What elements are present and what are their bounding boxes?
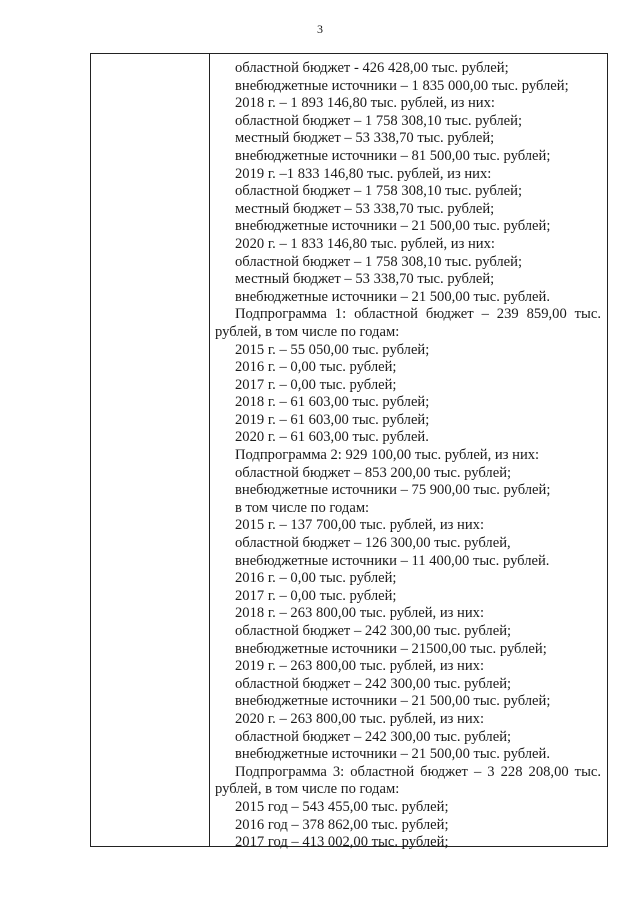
subprogram-3-year: 2015 год – 543 455,00 тыс. рублей; (235, 798, 449, 815)
text-line: местный бюджет – 53 338,70 тыс. рублей; (235, 200, 495, 217)
financing-text-cell (215, 60, 601, 852)
text-line: внебюджетные источники – 21 500,00 тыс. рублей; (235, 218, 551, 235)
subprogram-1-year: 2020 г. – 61 603,00 тыс. рублей. (235, 429, 429, 446)
subprogram-1-year: 2019 г. – 61 603,00 тыс. рублей; (235, 411, 430, 428)
subprogram-2-line: областной бюджет – 853 200,00 тыс. рублей; (235, 464, 512, 481)
subprogram-2-line: 2015 г. – 137 700,00 тыс. рублей, из них: (235, 517, 485, 534)
subprogram-3-heading: Подпрограмма 3: областной бюджет – 3 228 208,00 тыс. (235, 763, 601, 780)
subprogram-2-line: внебюджетные источники – 21 500,00 тыс. рублей. (235, 746, 550, 763)
budget-table (90, 53, 608, 851)
subprogram-1-heading-tail: рублей, в том числе по годам: (215, 323, 400, 340)
text-line: областной бюджет – 1 758 308,10 тыс. рублей; (235, 253, 523, 270)
subprogram-2-line: в том числе по годам: (235, 499, 370, 516)
subprogram-2-line: внебюджетные источники – 21500,00 тыс. рублей; (235, 640, 547, 657)
subprogram-1-year: 2015 г. – 55 050,00 тыс. рублей; (235, 341, 430, 358)
text-line: 2018 г. – 1 893 146,80 тыс. рублей, из них: (235, 95, 495, 112)
subprogram-1-year: 2017 г. – 0,00 тыс. рублей; (235, 376, 397, 393)
column-divider (209, 54, 210, 846)
subprogram-2-line: внебюджетные источники – 75 900,00 тыс. рублей; (235, 482, 551, 499)
subprogram-2-line: внебюджетные источники – 21 500,00 тыс. рублей; (235, 693, 551, 710)
subprogram-2-line: 2017 г. – 0,00 тыс. рублей; (235, 587, 397, 604)
subprogram-3-year: 2017 год – 413 002,00 тыс. рублей; (235, 834, 449, 851)
subprogram-2-line: областной бюджет – 242 300,00 тыс. рублей; (235, 623, 512, 639)
subprogram-2-line: 2016 г. – 0,00 тыс. рублей; (235, 570, 397, 587)
text-line: областной бюджет - 426 428,00 тыс. рублей; (235, 60, 509, 76)
text-line: областной бюджет – 1 758 308,10 тыс. рублей; (235, 183, 523, 200)
subprogram-2-line: 2018 г. – 263 800,00 тыс. рублей, из них: (235, 605, 485, 622)
text-line: внебюджетные источники – 81 500,00 тыс. рублей; (235, 147, 551, 164)
subprogram-2-line: областной бюджет – 126 300,00 тыс. рублей, (235, 535, 511, 552)
page-number: 3 (317, 22, 323, 36)
text-line: внебюджетные источники – 1 835 000,00 тыс. рублей; (235, 77, 569, 94)
subprogram-2-line: 2019 г. – 263 800,00 тыс. рублей, из них: (235, 658, 485, 675)
text-line: 2020 г. – 1 833 146,80 тыс. рублей, из них: (235, 235, 495, 252)
text-line: областной бюджет – 1 758 308,10 тыс. рублей; (235, 112, 523, 129)
subprogram-3-year: 2016 год – 378 862,00 тыс. рублей; (235, 816, 449, 833)
subprogram-2-line: внебюджетные источники – 11 400,00 тыс. рублей. (235, 552, 550, 569)
text-line: местный бюджет – 53 338,70 тыс. рублей; (235, 130, 495, 147)
subprogram-1-year: 2016 г. – 0,00 тыс. рублей; (235, 359, 397, 376)
subprogram-3-heading-tail: рублей, в том числе по годам: (215, 781, 400, 798)
text-line: 2019 г. –1 833 146,80 тыс. рублей, из них: (235, 165, 492, 182)
text-line: внебюджетные источники – 21 500,00 тыс. рублей. (235, 288, 550, 305)
subprogram-1-year: 2018 г. – 61 603,00 тыс. рублей; (235, 394, 430, 411)
subprogram-2-line: 2020 г. – 263 800,00 тыс. рублей, из них: (235, 710, 485, 727)
subprogram-2-line: Подпрограмма 2: 929 100,00 тыс. рублей, из них: (235, 447, 540, 464)
subprogram-2-line: областной бюджет – 242 300,00 тыс. рублей; (235, 728, 512, 745)
subprogram-1-heading: Подпрограмма 1: областной бюджет – 239 859,00 тыс. (235, 306, 601, 323)
subprogram-2-line: областной бюджет – 242 300,00 тыс. рублей; (235, 675, 512, 692)
text-line: местный бюджет – 53 338,70 тыс. рублей; (235, 271, 495, 288)
